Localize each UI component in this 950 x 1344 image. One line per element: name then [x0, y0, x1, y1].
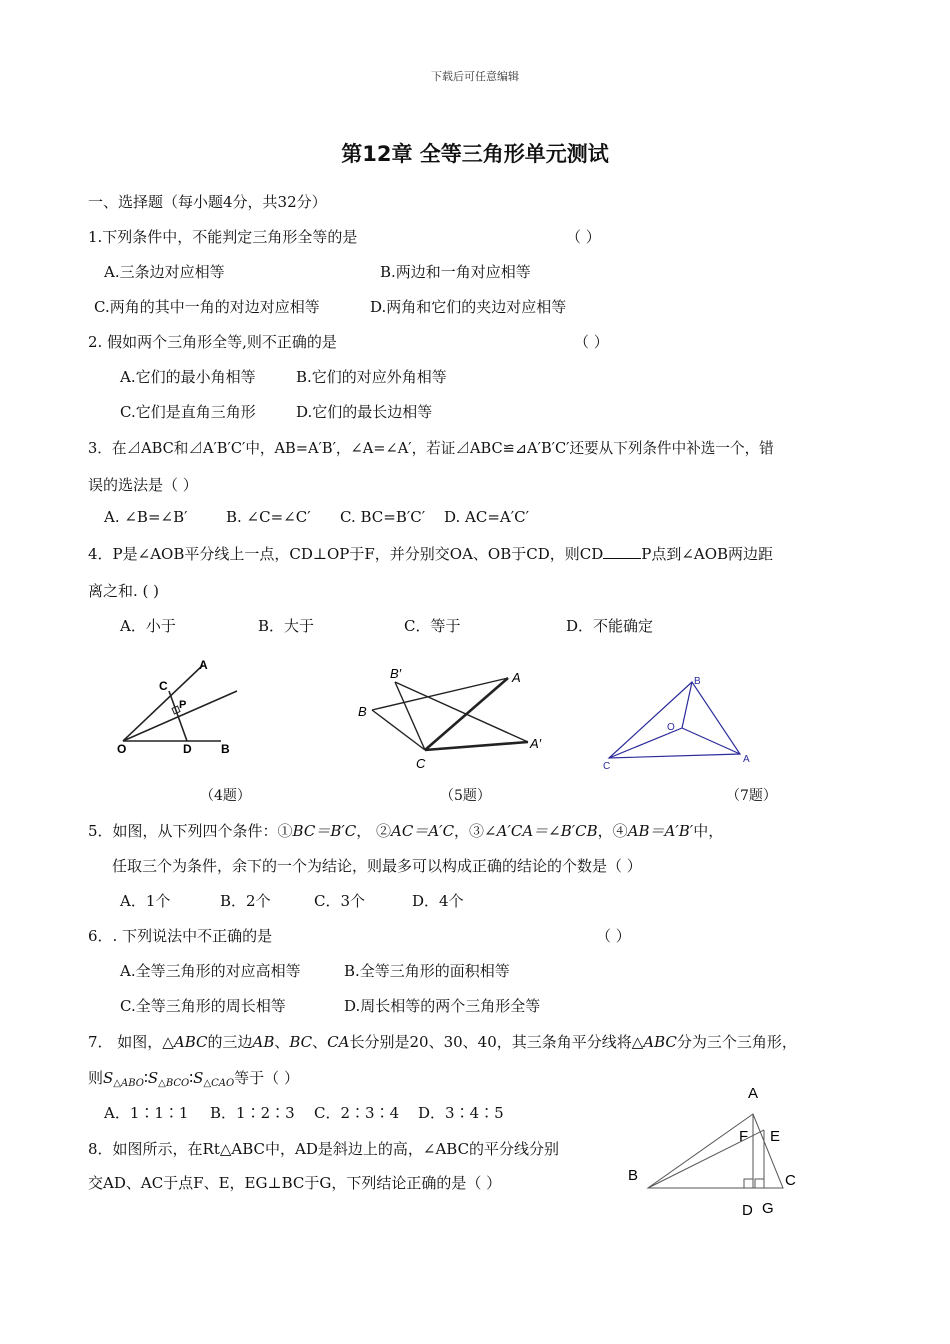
- q7-stem-line2: [88, 1067, 299, 1089]
- q5-condition-4: AB＝A′B′: [627, 822, 694, 840]
- q2-option-a: A.它们的最小角相等: [120, 368, 256, 386]
- q5-sep: ，③∠: [454, 822, 497, 840]
- q7-triangle: ABC: [173, 1033, 208, 1051]
- q4-option-c: C．等于: [404, 617, 461, 635]
- q5-option-d: D．4个: [412, 892, 464, 910]
- label-a: A: [512, 670, 521, 685]
- label-a: A: [748, 1085, 759, 1102]
- q2-answer-paren: （ ）: [574, 333, 609, 351]
- q7-subscript: △CAO: [203, 1078, 235, 1089]
- figure-5-caption: （5题）: [440, 788, 491, 804]
- q6-option-a: A.全等三角形的对应高相等: [120, 962, 301, 980]
- q7-triangle: ABC: [643, 1033, 677, 1051]
- q1-stem: 1.下列条件中，不能判定三角形全等的是: [88, 228, 358, 246]
- q5-stem-line1: [88, 820, 723, 841]
- q8-stem-line1: 8．如图所示，在Rt△ABC中，AD是斜边上的高，∠ABC的平分线分别: [88, 1140, 560, 1158]
- label-p: P: [179, 699, 187, 711]
- q3-option-d: D. AC=A′C′: [444, 508, 530, 526]
- page-title: 第12章 全等三角形单元测试: [341, 142, 609, 166]
- q3-option-c: C. BC=B′C′: [340, 508, 426, 526]
- label-g: G: [762, 1200, 774, 1217]
- label-c: C: [416, 756, 426, 770]
- figure-4: [115, 655, 250, 755]
- q7-option-d: D．3∶4∶5: [418, 1104, 504, 1122]
- q1-option-c: C.两角的其中一角的对边对应相等: [94, 298, 320, 316]
- q7-side-ca: CA: [327, 1033, 350, 1051]
- label-o: O: [667, 722, 675, 733]
- label-d: D: [742, 1202, 753, 1219]
- q6-stem: 6．. 下列说法中不正确的是: [88, 927, 273, 945]
- q3-option-a: A. ∠B=∠B′: [104, 508, 188, 526]
- figure-5: [350, 660, 550, 770]
- q2-option-c: C.它们是直角三角形: [120, 403, 256, 421]
- label-e: E: [770, 1128, 781, 1145]
- q5-condition-1: BC＝B′C: [292, 822, 357, 840]
- q5-condition-3: A′CA＝∠B′CB: [496, 822, 598, 840]
- q7-subscript: △ABO: [113, 1078, 144, 1089]
- q5-sep: ， ②: [356, 822, 392, 840]
- q5-stem-line2: 任取三个为条件，余下的一个为结论，则最多可以构成正确的结论的个数是（ ）: [112, 857, 642, 875]
- q7-ratio-sep: ∶: [189, 1069, 194, 1087]
- q7-side-bc: BC: [289, 1033, 313, 1051]
- q5-option-c: C．3个: [314, 892, 366, 910]
- label-b: B: [694, 676, 701, 687]
- figure-8: [620, 1078, 810, 1223]
- answer-blank: [603, 546, 641, 559]
- q7-side-ab: AB: [252, 1033, 275, 1051]
- q7-stem-line1: [88, 1031, 797, 1052]
- q7-text: 分为三个三角形，: [676, 1033, 797, 1051]
- q7-option-b: B．1∶2∶3: [210, 1104, 295, 1122]
- label-b: B: [358, 704, 367, 719]
- q3-stem-line1: 3．在⊿ABC和⊿A′B′C′中，AB=A′B′，∠A=∠A′，若证⊿ABC≌⊿A′B′C′还要从下列条件中补选一个，错: [88, 440, 774, 457]
- q7-option-c: C．2∶3∶4: [314, 1104, 400, 1122]
- q7-sep: 、: [312, 1033, 328, 1051]
- q5-option-b: B．2个: [220, 892, 271, 910]
- label-a-prime: A′: [530, 736, 542, 751]
- q2-option-b: B.它们的对应外角相等: [296, 368, 447, 386]
- q7-text: 则: [88, 1069, 104, 1087]
- q7-area-symbol: S: [193, 1069, 204, 1087]
- q7-text: 的三边: [207, 1033, 253, 1051]
- q5-lead: 5．如图，从下列四个条件：①: [88, 822, 293, 840]
- q4-option-d: D．不能确定: [566, 617, 654, 635]
- q1-option-b: B.两边和一角对应相等: [380, 263, 531, 281]
- q6-option-d: D.周长相等的两个三角形全等: [344, 997, 541, 1015]
- q5-sep: ，④: [597, 822, 628, 840]
- label-c: C: [785, 1172, 796, 1189]
- q3-stem-line2: 误的选法是（ ）: [88, 476, 198, 494]
- q4-stem-part2: P点到∠AOB两边距: [641, 545, 774, 563]
- q5-tail: 中，: [693, 822, 724, 840]
- q6-option-b: B.全等三角形的面积相等: [344, 962, 510, 980]
- q6-option-c: C.全等三角形的周长相等: [120, 997, 286, 1015]
- q3-option-b: B. ∠C=∠C′: [226, 508, 311, 526]
- section-heading: 一、选择题（每小题4分，共32分）: [88, 193, 327, 211]
- label-a: A: [743, 754, 750, 765]
- q4-option-b: B．大于: [258, 617, 315, 635]
- q1-answer-paren: （ ）: [566, 228, 601, 246]
- page-header: 下载后可任意编辑: [431, 70, 519, 83]
- figure-4-caption: （4题）: [200, 788, 251, 804]
- q7-ratio-sep: ∶: [143, 1069, 148, 1087]
- q1-option-d: D.两角和它们的夹边对应相等: [370, 298, 567, 316]
- q7-option-a: A．1∶1∶1: [104, 1104, 189, 1122]
- q2-stem: 2. 假如两个三角形全等,则不正确的是: [88, 333, 337, 351]
- q4-stem-line1: [88, 543, 773, 564]
- q7-lead: 7． 如图，△: [88, 1033, 174, 1051]
- label-a: A: [199, 658, 208, 672]
- q7-area-symbol: S: [103, 1069, 114, 1087]
- label-f: F: [739, 1128, 749, 1145]
- q2-option-d: D.它们的最长边相等: [296, 403, 433, 421]
- q8-stem-line2: 交AD、AC于点F、E，EG⊥BC于G，下列结论正确的是（ ）: [88, 1174, 502, 1192]
- q7-text: 长分别是20、30、40，其三条角平分线将△: [349, 1033, 644, 1051]
- q4-stem-part1: 4．P是∠AOB平分线上一点，CD⊥OP于F，并分别交OA、OB于CD，则CD: [88, 545, 604, 563]
- label-b-prime: B′: [390, 666, 402, 681]
- q4-option-a: A．小于: [120, 617, 176, 635]
- q7-subscript: △BCO: [158, 1078, 190, 1089]
- q4-stem-line2: 离之和. ( ): [88, 582, 160, 600]
- q5-option-a: A．1个: [120, 892, 171, 910]
- q5-condition-2: AC＝A′C: [391, 822, 455, 840]
- q7-text: 等于（ ）: [234, 1069, 299, 1087]
- label-b: B: [221, 742, 230, 755]
- q7-sep: 、: [274, 1033, 290, 1051]
- q7-area-symbol: S: [147, 1069, 159, 1087]
- label-c: C: [159, 679, 168, 693]
- q1-option-a: A.三条边对应相等: [104, 263, 225, 281]
- label-b: B: [628, 1167, 639, 1184]
- figure-7: [595, 670, 765, 770]
- label-d: D: [183, 742, 192, 755]
- label-o: O: [117, 742, 127, 755]
- label-c: C: [603, 761, 611, 770]
- q6-answer-paren: （ ）: [596, 927, 631, 945]
- figure-7-caption: （7题）: [726, 788, 777, 804]
